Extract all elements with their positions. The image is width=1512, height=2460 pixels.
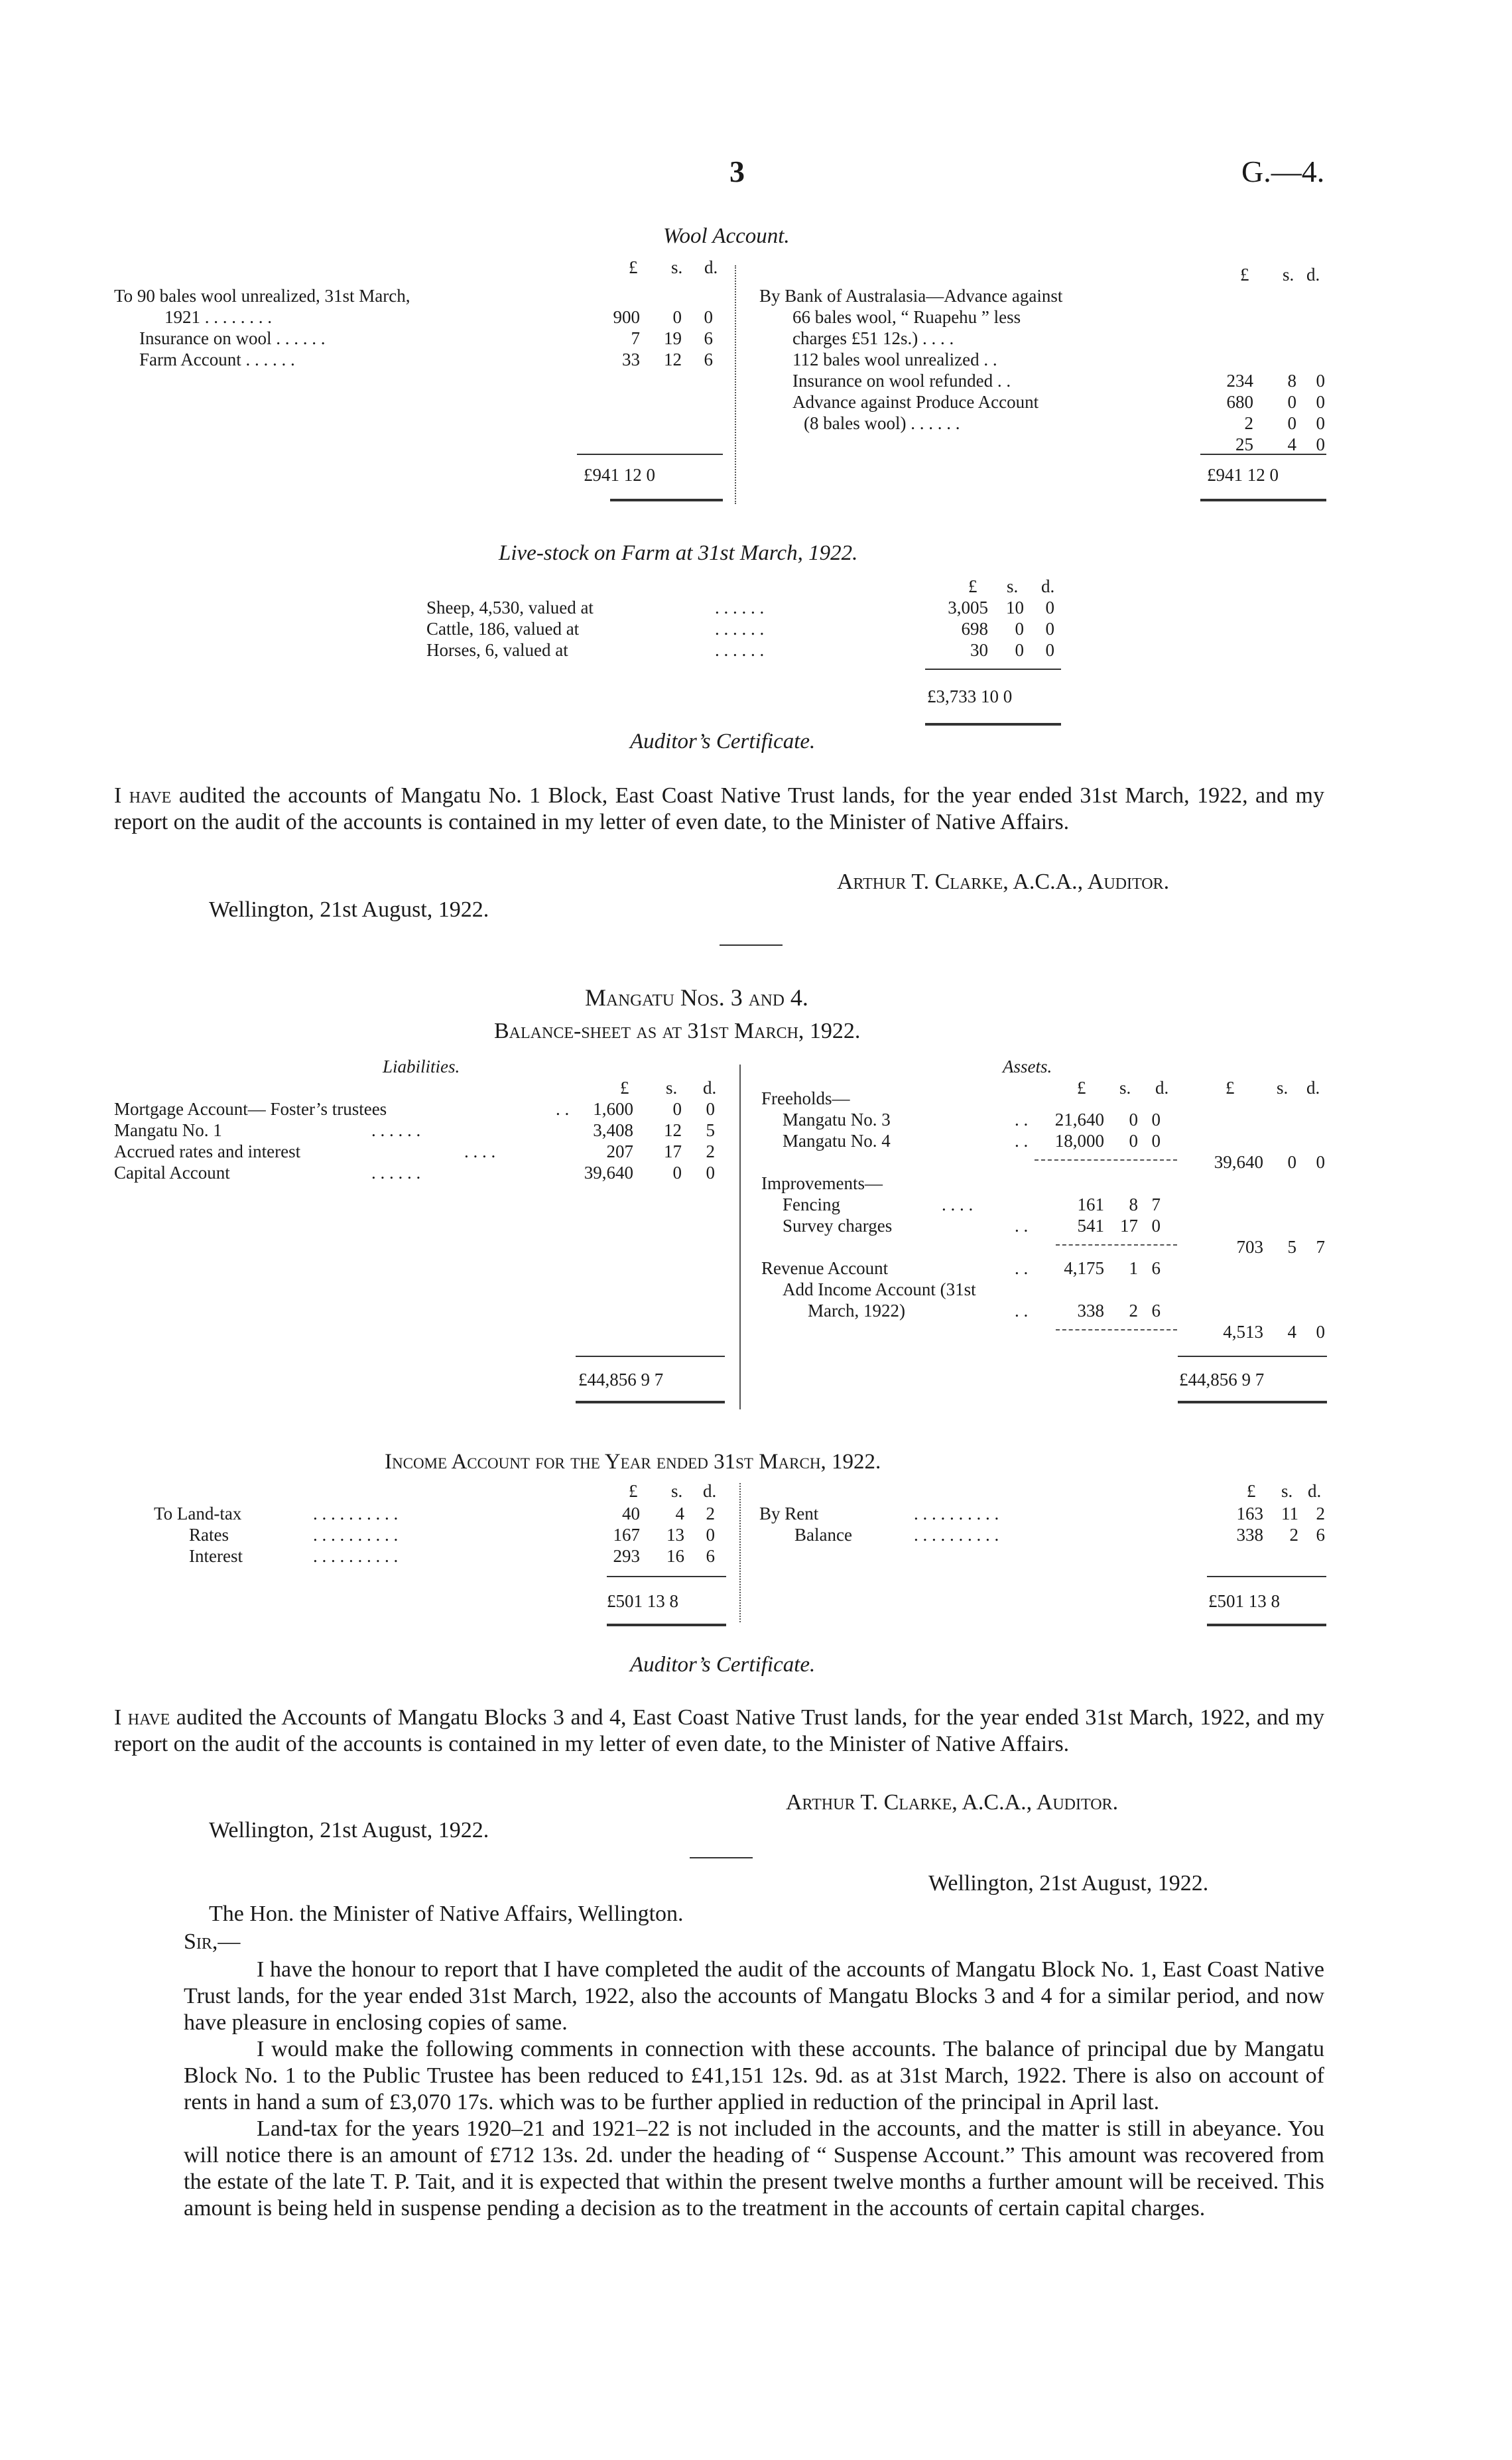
freeholds-total-pounds: 39,640: [1214, 1152, 1263, 1172]
income-right-dots: . . . . . . . . . .: [914, 1525, 999, 1545]
mangatu34-subtitle: Balance-sheet as at 31st March, 1922.: [494, 1019, 861, 1043]
asset-shillings: 2: [1129, 1301, 1138, 1321]
livestock-total: £3,733 10 0: [927, 686, 1013, 706]
income-left-pounds: 167: [613, 1525, 640, 1545]
wool-right-pence: 0: [1316, 371, 1325, 391]
letter-paragraph-3: Land-tax for the years 1920–21 and 1921–22 is not included in the accounts, and the matter is still in abeyance. You will notice there is an amount of £712 13s. 2d. under the heading of “ Suspense Account.” This amount was recovered from the estate of the late T. P. Tait, and it is expected that within the present twelve months a further amount will be received. This amount is being held in suspense pending a decision as to the treatment in the accounts of certain capital charges.: [184, 2116, 1324, 2221]
cert1-text: audited the accounts of Mangatu No. 1 Block, East Coast Native Trust lands, for the year ended 31st March, 1922, and my report on the audit of the accounts is contained in my letter of even date, to the Minister of Native Affairs.: [114, 783, 1325, 834]
page-number: 3: [729, 155, 745, 188]
asset-hdr-d: d.: [1155, 1078, 1169, 1098]
wool-right-shillings: 0: [1287, 413, 1296, 433]
liability-pence: 2: [706, 1141, 715, 1161]
liability-shillings: 0: [672, 1163, 682, 1183]
wool-left-shillings: 0: [672, 307, 682, 327]
asset-pounds: 541: [1077, 1216, 1104, 1236]
wool-left-pence: 6: [704, 328, 713, 348]
liability-shillings: 12: [664, 1120, 682, 1140]
wool-left-hdr-d: d.: [704, 257, 718, 277]
cert2-lead: I have: [114, 1705, 170, 1730]
wool-account-title: Wool Account.: [663, 224, 790, 248]
income-title: Income Account for the Year ended 31st March, 1922.: [385, 1450, 881, 1474]
asset-hdr-pound: £: [1077, 1078, 1086, 1098]
cert1-paragraph: [114, 783, 1324, 836]
wool-right-row: charges £51 12s.) . . . .: [792, 328, 954, 348]
asset-pounds: 161: [1077, 1195, 1104, 1214]
liability-pounds: 3,408: [593, 1120, 633, 1140]
income-left-dots: . . . . . . . . . .: [313, 1525, 399, 1545]
wool-right-double-rule: [1200, 499, 1326, 501]
section-separator: [720, 944, 783, 946]
livestock-pounds: 698: [961, 619, 988, 639]
livestock-rule: [925, 669, 1061, 670]
liab-hdr-pound: £: [620, 1078, 629, 1098]
asset-shillings: 1: [1129, 1258, 1138, 1278]
improvements-total-shillings: 5: [1287, 1237, 1296, 1257]
asset-hdr2-pound: £: [1226, 1078, 1235, 1098]
income-left-hdr-d: d.: [703, 1481, 717, 1501]
liability-shillings: 0: [672, 1099, 682, 1119]
asset-row: March, 1922): [808, 1301, 905, 1321]
section-separator: [690, 1857, 753, 1858]
income-right-total: £501 13 8: [1208, 1591, 1280, 1611]
liability-pounds: 1,600: [593, 1099, 633, 1119]
liability-dots: . . . .: [464, 1141, 496, 1161]
wool-left-hdr-pound: £: [629, 257, 638, 277]
asset-pounds: 338: [1077, 1301, 1104, 1321]
liability-pounds: 207: [606, 1141, 633, 1161]
income-left-shillings: 16: [666, 1546, 684, 1566]
asset-pence: 0: [1151, 1131, 1161, 1151]
income-right-pence: 2: [1316, 1504, 1325, 1523]
asset-dots: . .: [1015, 1258, 1029, 1278]
liability-row: Mangatu No. 1: [114, 1120, 222, 1140]
asset-row: Add Income Account (31st: [783, 1279, 976, 1299]
wool-left-row: To 90 bales wool unrealized, 31st March,: [114, 286, 410, 306]
asset-subtotal-rule: [1056, 1244, 1177, 1246]
wool-right-pounds: 2: [1244, 413, 1253, 433]
wool-right-pounds: 234: [1226, 371, 1253, 391]
income-right-pence: 6: [1316, 1525, 1325, 1545]
asset-dots: . .: [1015, 1110, 1029, 1130]
wool-left-total: £941 12 0: [584, 465, 655, 485]
asset-row: Mangatu No. 3: [783, 1110, 891, 1130]
wool-right-pence: 0: [1316, 434, 1325, 454]
wool-divider: [735, 265, 736, 504]
asset-shillings: 17: [1120, 1216, 1138, 1236]
liability-dots: . . . . . .: [371, 1163, 421, 1183]
asset-dots: . .: [1015, 1216, 1029, 1236]
livestock-hdr-s: s.: [1007, 576, 1019, 596]
asset-dots: . .: [1015, 1301, 1029, 1321]
freeholds-total-shillings: 0: [1287, 1152, 1296, 1172]
asset-pence: 6: [1151, 1258, 1161, 1278]
liability-dots: . . . . . .: [371, 1120, 421, 1140]
livestock-pence: 0: [1045, 598, 1054, 617]
wool-left-shillings: 19: [664, 328, 682, 348]
assets-title: Assets.: [1003, 1057, 1052, 1076]
asset-dots: . . . .: [942, 1195, 974, 1214]
wool-left-row: 1921 . . . . . . . .: [164, 307, 272, 327]
wool-left-pence: 6: [704, 350, 713, 369]
income-left-total: £501 13 8: [607, 1591, 678, 1611]
letter-paragraph-1: I have the honour to report that I have completed the audit of the accounts of Mangatu Block No. 1, East Coast Native Trust lands, for the year ended 31st March, 1922, also the accounts of Mangatu Blocks 3 and 4 for a similar period, and now have pleasure in enclosing copies of same.: [184, 1957, 1324, 2035]
liabilities-total: £44,856 9 7: [578, 1370, 664, 1390]
document-code: G.—4.: [1241, 155, 1325, 188]
income-right-hdr-pound: £: [1247, 1481, 1256, 1501]
cert2-text: audited the Accounts of Mangatu Blocks 3 and 4, East Coast Native Trust lands, for the year ended 31st March, 1922, and my report on the audit of the accounts is contained in my letter of even date, to the Minister of Native Affairs.: [114, 1705, 1324, 1756]
income-right-dots: . . . . . . . . . .: [914, 1504, 999, 1523]
cert1-place-date: Wellington, 21st August, 1922.: [209, 897, 489, 922]
wool-right-pence: 0: [1316, 413, 1325, 433]
income-left-rule: [607, 1576, 726, 1577]
income-right-hdr-s: s.: [1281, 1481, 1293, 1501]
asset-row: Fencing: [783, 1195, 840, 1214]
liability-pence: 5: [706, 1120, 715, 1140]
wool-right-shillings: 4: [1287, 434, 1296, 454]
mangatu34-title: Mangatu Nos. 3 and 4.: [585, 984, 808, 1011]
income-left-pence: 2: [706, 1504, 715, 1523]
liability-row: Capital Account: [114, 1163, 230, 1183]
livestock-shillings: 0: [1015, 640, 1024, 660]
liab-total-double-rule: [576, 1401, 725, 1403]
income-right-shillings: 2: [1289, 1525, 1298, 1545]
wool-right-pence: 0: [1316, 392, 1325, 412]
asset-subtotal-rule: [1056, 1329, 1177, 1330]
letter-body: [184, 1957, 1324, 2222]
income-left-pounds: 293: [613, 1546, 640, 1566]
liabilities-title: Liabilities.: [383, 1057, 460, 1076]
wool-right-row: 66 bales wool, “ Ruapehu ” less: [792, 307, 1021, 327]
asset-shillings: 8: [1129, 1195, 1138, 1214]
wool-left-pounds: 7: [631, 328, 640, 348]
income-left-double-rule: [607, 1624, 726, 1626]
livestock-pounds: 30: [970, 640, 988, 660]
income-left-pence: 6: [706, 1546, 715, 1566]
income-left-row: Interest: [189, 1546, 243, 1566]
balance-divider: [739, 1065, 741, 1409]
income-left-row: To Land-tax: [154, 1504, 242, 1523]
livestock-shillings: 0: [1015, 619, 1024, 639]
wool-right-rule: [1200, 454, 1326, 455]
livestock-hdr-d: d.: [1041, 576, 1055, 596]
asset-dots: . .: [1015, 1131, 1029, 1151]
wool-right-total: £941 12 0: [1207, 465, 1279, 485]
income-right-row: Balance: [794, 1525, 852, 1545]
revenue-total-pence: 0: [1316, 1322, 1325, 1342]
assets-total-rule: [1178, 1356, 1327, 1357]
income-right-hdr-d: d.: [1308, 1481, 1322, 1501]
livestock-row: Horses, 6, valued at: [426, 640, 568, 660]
income-divider: [739, 1483, 741, 1622]
income-right-rule: [1207, 1576, 1326, 1577]
asset-row: Survey charges: [783, 1216, 893, 1236]
livestock-row: Cattle, 186, valued at: [426, 619, 580, 639]
income-left-hdr-s: s.: [671, 1481, 683, 1501]
livestock-hdr-pound: £: [968, 576, 977, 596]
letter-date: Wellington, 21st August, 1922.: [928, 1871, 1209, 1896]
liab-hdr-s: s.: [666, 1078, 678, 1098]
letter-addressee: The Hon. the Minister of Native Affairs, Wellington.: [209, 1902, 684, 1926]
livestock-pounds: 3,005: [948, 598, 988, 617]
income-right-double-rule: [1207, 1624, 1326, 1626]
revenue-total-shillings: 4: [1287, 1322, 1296, 1342]
cert2-place-date: Wellington, 21st August, 1922.: [209, 1818, 489, 1843]
wool-left-double-rule: [610, 499, 723, 501]
asset-improvements: Improvements—: [761, 1173, 883, 1193]
liability-pence: 0: [706, 1163, 715, 1183]
wool-right-pounds: 25: [1235, 434, 1253, 454]
income-right-shillings: 11: [1281, 1504, 1298, 1523]
liability-pounds: 39,640: [584, 1163, 633, 1183]
liability-shillings: 17: [664, 1141, 682, 1161]
liability-dots: . .: [556, 1099, 570, 1119]
wool-right-hdr-d: d.: [1306, 265, 1320, 285]
income-left-dots: . . . . . . . . . .: [313, 1504, 399, 1523]
livestock-dots: . . . . . .: [715, 619, 765, 639]
asset-hdr2-s: s.: [1277, 1078, 1289, 1098]
wool-left-row: Farm Account . . . . . .: [139, 350, 295, 369]
asset-pounds: 4,175: [1064, 1258, 1104, 1278]
wool-left-shillings: 12: [664, 350, 682, 369]
wool-left-pounds: 33: [622, 350, 640, 369]
revenue-total-pounds: 4,513: [1223, 1322, 1263, 1342]
income-left-shillings: 4: [675, 1504, 684, 1523]
income-left-row: Rates: [189, 1525, 229, 1545]
wool-right-shillings: 0: [1287, 392, 1296, 412]
improvements-total-pounds: 703: [1236, 1237, 1263, 1257]
income-left-pounds: 40: [622, 1504, 640, 1523]
cert1-signature: Arthur T. Clarke, A.C.A., Auditor.: [837, 870, 1170, 894]
liability-row: Accrued rates and interest: [114, 1141, 301, 1161]
wool-right-pounds: 680: [1226, 392, 1253, 412]
liability-row: Mortgage Account— Foster’s trustees: [114, 1099, 387, 1119]
asset-row: Revenue Account: [761, 1258, 889, 1278]
income-left-shillings: 13: [666, 1525, 684, 1545]
asset-hdr2-d: d.: [1306, 1078, 1320, 1098]
cert2-title: Auditor’s Certificate.: [630, 1653, 816, 1677]
improvements-total-pence: 7: [1316, 1237, 1325, 1257]
income-left-hdr-pound: £: [629, 1481, 638, 1501]
asset-shillings: 0: [1129, 1131, 1138, 1151]
income-left-dots: . . . . . . . . . .: [313, 1546, 399, 1566]
livestock-pence: 0: [1045, 640, 1054, 660]
cert2-signature: Arthur T. Clarke, A.C.A., Auditor.: [786, 1790, 1119, 1815]
asset-shillings: 0: [1129, 1110, 1138, 1130]
asset-pence: 0: [1151, 1110, 1161, 1130]
wool-right-row: 112 bales wool unrealized . .: [792, 350, 997, 369]
livestock-shillings: 10: [1006, 598, 1024, 617]
assets-total: £44,856 9 7: [1179, 1370, 1265, 1390]
wool-right-row: (8 bales wool) . . . . . .: [804, 413, 960, 433]
cert1-title: Auditor’s Certificate.: [630, 730, 816, 753]
asset-pounds: 18,000: [1054, 1131, 1104, 1151]
livestock-row: Sheep, 4,530, valued at: [426, 598, 594, 617]
livestock-dots: . . . . . .: [715, 640, 765, 660]
asset-pence: 6: [1151, 1301, 1161, 1321]
income-right-pounds: 163: [1236, 1504, 1263, 1523]
livestock-title: Live-stock on Farm at 31st March, 1922.: [499, 541, 858, 565]
asset-pounds: 21,640: [1054, 1110, 1104, 1130]
wool-left-hdr-s: s.: [671, 257, 683, 277]
letter-salutation: Sir,—: [184, 1929, 241, 1954]
asset-hdr-s: s.: [1119, 1078, 1131, 1098]
cert2-paragraph: [114, 1705, 1324, 1758]
liab-total-rule: [576, 1356, 725, 1357]
wool-right-row: Insurance on wool refunded . .: [792, 371, 1011, 391]
livestock-pence: 0: [1045, 619, 1054, 639]
assets-total-double-rule: [1178, 1401, 1327, 1403]
letter-paragraph-2: I would make the following comments in connection with these accounts. The balance of principal due by Mangatu Block No. 1 to the Public Trustee has been reduced to £41,151 12s. 9d. as at 31st March, 1922. There is also on account of rents in hand a sum of £3,070 17s. which was to be further applied in reduction of the principal in April last.: [184, 2037, 1324, 2114]
liability-pence: 0: [706, 1099, 715, 1119]
wool-right-hdr-s: s.: [1283, 265, 1294, 285]
asset-pence: 7: [1151, 1195, 1161, 1214]
asset-pence: 0: [1151, 1216, 1161, 1236]
wool-left-rule: [577, 454, 723, 455]
asset-subtotal-rule: [1035, 1159, 1177, 1161]
liab-hdr-d: d.: [703, 1078, 717, 1098]
livestock-dots: . . . . . .: [715, 598, 765, 617]
income-right-row: By Rent: [759, 1504, 819, 1523]
wool-right-row: Advance against Produce Account: [792, 392, 1039, 412]
income-right-pounds: 338: [1236, 1525, 1263, 1545]
wool-right-shillings: 8: [1287, 371, 1296, 391]
wool-left-row: Insurance on wool . . . . . .: [139, 328, 326, 348]
wool-right-hdr-pound: £: [1240, 265, 1249, 285]
wool-right-row: By Bank of Australasia—Advance against: [759, 286, 1063, 306]
asset-row: Mangatu No. 4: [783, 1131, 891, 1151]
asset-freeholds: Freeholds—: [761, 1088, 850, 1108]
livestock-double-rule: [925, 723, 1061, 726]
income-left-pence: 0: [706, 1525, 715, 1545]
wool-left-pounds: 900: [613, 307, 640, 327]
wool-left-pence: 0: [704, 307, 713, 327]
freeholds-total-pence: 0: [1316, 1152, 1325, 1172]
cert1-lead: I have: [114, 783, 172, 808]
